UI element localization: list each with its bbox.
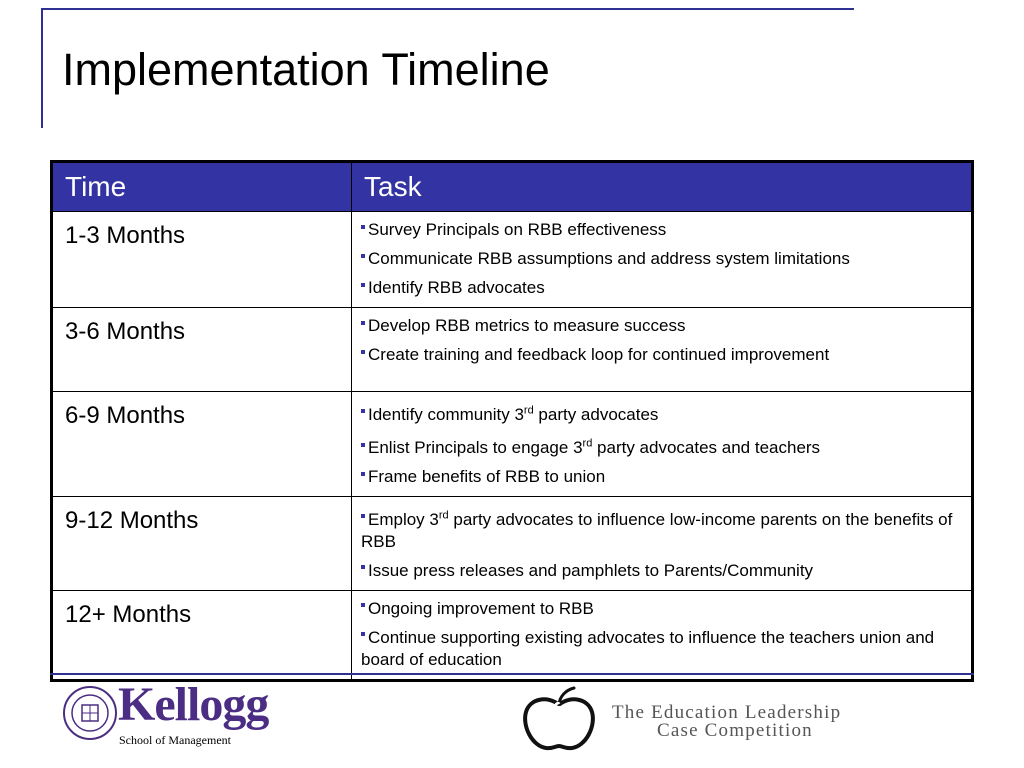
task-item xyxy=(361,466,961,488)
task-item xyxy=(361,344,961,366)
header-time: Time xyxy=(52,162,352,212)
time-cell: 1-3 Months xyxy=(52,212,352,308)
bullet-icon xyxy=(361,283,365,287)
task-item xyxy=(361,560,961,582)
task-item xyxy=(361,277,961,299)
bullet-icon xyxy=(361,472,365,476)
table-row xyxy=(52,497,973,591)
task-cell xyxy=(352,308,973,392)
apple-icon xyxy=(518,686,600,752)
header-task: Task xyxy=(352,162,973,212)
table-row xyxy=(52,212,973,308)
kellogg-subtitle: School of Management xyxy=(119,733,231,747)
task-text: Continue supporting existing advocates to influence the teachers union and board of education xyxy=(361,627,935,669)
bullet-icon xyxy=(361,409,365,413)
task-cell xyxy=(352,497,973,591)
competition-title-line2: Case Competition xyxy=(657,720,813,741)
bullet-icon xyxy=(361,225,365,229)
task-text: Ongoing improvement to RBB xyxy=(368,598,594,618)
time-cell: 12+ Months xyxy=(52,590,352,680)
task-text: Issue press releases and pamphlets to Parents/Community xyxy=(368,560,814,580)
task-item xyxy=(361,433,961,460)
task-text: Frame benefits of RBB to union xyxy=(368,467,606,487)
task-text: Identify RBB advocates xyxy=(368,278,545,297)
task-text: Survey Principals on RBB effectiveness xyxy=(368,220,667,239)
timeline-table xyxy=(50,160,974,682)
footer-rule xyxy=(50,673,974,675)
time-cell: 3-6 Months xyxy=(52,308,352,392)
bullet-icon xyxy=(361,443,365,447)
kellogg-wordmark: Kellogg xyxy=(118,678,269,731)
time-cell: 9-12 Months xyxy=(52,497,352,591)
bullet-icon xyxy=(361,321,365,325)
bullet-icon xyxy=(361,350,365,354)
task-text: Develop RBB metrics to measure success xyxy=(368,316,686,335)
bullet-icon xyxy=(361,603,365,607)
task-text: Employ 3rd party advocates to influence low-income parents on the benefits of RBB xyxy=(361,509,953,551)
task-item xyxy=(361,248,961,270)
kellogg-logo xyxy=(62,678,302,755)
task-cell xyxy=(352,212,973,308)
task-cell xyxy=(352,590,973,680)
left-rule xyxy=(41,8,43,128)
task-item xyxy=(361,504,961,553)
task-item xyxy=(361,598,961,620)
table-row xyxy=(52,308,973,392)
slide-title: Implementation Timeline xyxy=(62,44,550,95)
task-text: Identify community 3rd party advocates xyxy=(368,404,659,424)
table-row xyxy=(52,392,973,497)
time-cell: 6-9 Months xyxy=(52,392,352,497)
table-row xyxy=(52,590,973,680)
task-text: Enlist Principals to engage 3rd party advocates and teachers xyxy=(368,437,821,458)
task-cell xyxy=(352,392,973,497)
task-item xyxy=(361,399,961,426)
bullet-icon xyxy=(361,565,365,569)
task-text: Create training and feedback loop for continued improvement xyxy=(368,345,830,364)
bullet-icon xyxy=(361,254,365,258)
task-item xyxy=(361,219,961,241)
northwestern-seal-icon xyxy=(62,685,118,741)
bullet-icon xyxy=(361,632,365,636)
competition-title-line1: The Education Leadership xyxy=(612,702,842,723)
task-item xyxy=(361,315,961,337)
top-rule xyxy=(42,8,854,10)
header-row xyxy=(52,162,973,212)
task-item xyxy=(361,627,961,671)
bullet-icon xyxy=(361,514,365,518)
task-text: Communicate RBB assumptions and address system limitations xyxy=(368,249,850,268)
